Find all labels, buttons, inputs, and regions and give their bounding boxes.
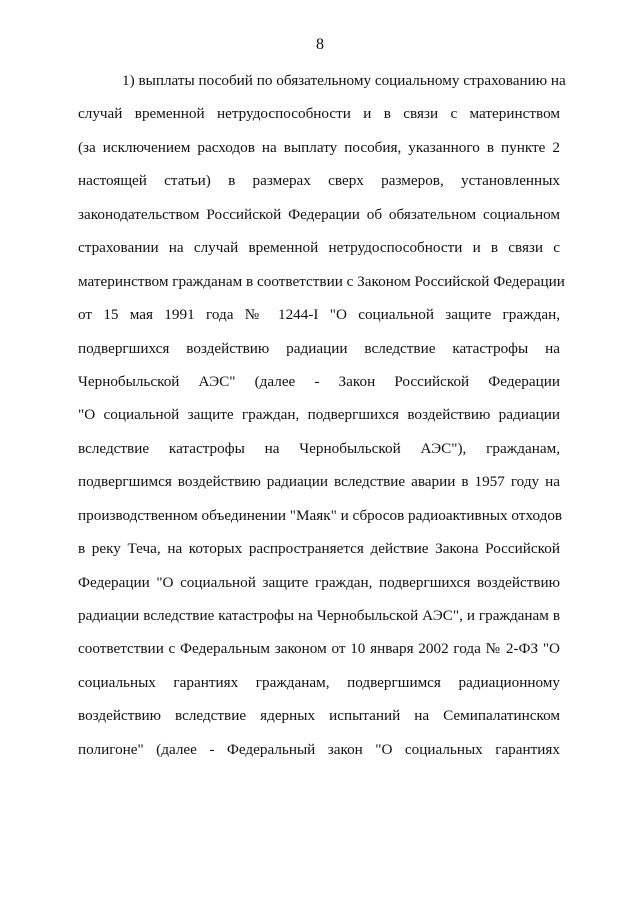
text-line: производственном объединении "Маяк" и сбросов радиоактивных отходов [78, 506, 563, 524]
text-line: законодательством Российской Федерации об обязательном социальном [78, 205, 560, 223]
text-line: вследствие катастрофы на Чернобыльской АЭС"), гражданам, [78, 439, 560, 457]
text-line: полигоне" (далее - Федеральный закон "О социальных гарантиях [78, 740, 560, 758]
text-line: в реку Теча, на которых распространяется действие Закона Российской [78, 540, 560, 558]
text-line: подвергшихся воздействию радиации вследствие катастрофы на [78, 339, 560, 357]
text-line: соответствии с Федеральным законом от 10 января 2002 года № 2-ФЗ "О [78, 640, 560, 658]
text-line: 1) выплаты пособий по обязательному социальному страхованию на [122, 72, 566, 89]
text-line: воздействию вследствие ядерных испытаний на Семипалатинском [78, 707, 560, 725]
text-line: материнством гражданам в соответствии с Законом Российской Федерации [78, 272, 565, 290]
text-line: страховании на случай временной нетрудоспособности и в связи с [78, 239, 560, 257]
body-text [78, 70, 566, 772]
text-line: настоящей статьи) в размерах сверх размеров, установленных [78, 172, 560, 190]
text-line: радиации вследствие катастрофы на Чернобыльской АЭС", и гражданам в [78, 607, 560, 624]
text-line: подвергшимся воздействию радиации вследствие аварии в 1957 году на [78, 473, 560, 491]
text-line: случай временной нетрудоспособности и в связи с материнством [78, 105, 560, 123]
text-line: "О социальной защите граждан, подвергшихся воздействию радиации [78, 406, 560, 424]
text-line: социальных гарантиях гражданам, подвергшимся радиационному [78, 673, 560, 691]
text-line: от 15 мая 1991 года № 1244-I "О социальной защите граждан, [78, 306, 560, 324]
text-line: Федерации "О социальной защите граждан, подвергшихся воздействию [78, 573, 560, 591]
text-line: Чернобыльской АЭС" (далее - Закон Российской Федерации [78, 372, 560, 390]
text-line: (за исключением расходов на выплату пособия, указанного в пункте 2 [78, 138, 560, 156]
page-number: 8 [316, 36, 324, 53]
